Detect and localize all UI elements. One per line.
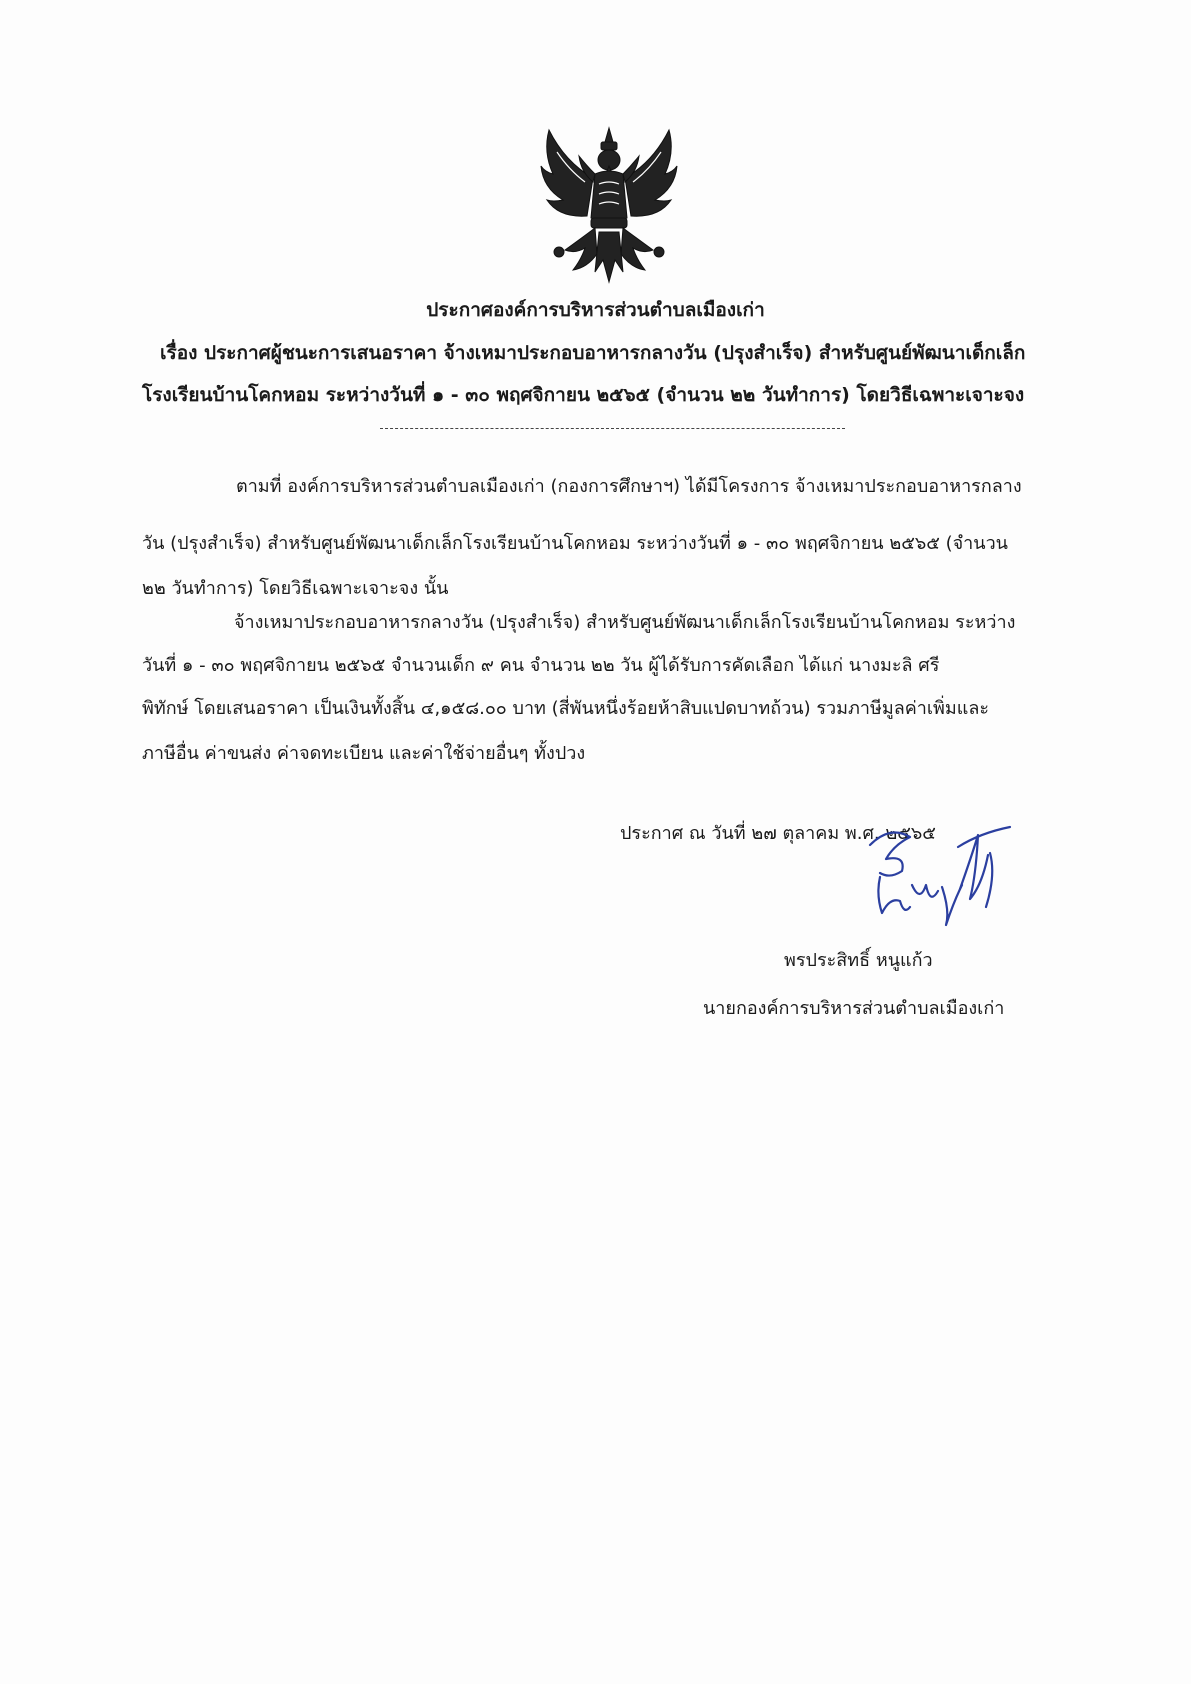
subject-line-1: เรื่อง ประกาศผู้ชนะการเสนอราคา จ้างเหมาประกอบอาหารกลางวัน (ปรุงสำเร็จ) สำหรับศูนย์พัฒนาเด็กเล็ก	[160, 342, 1026, 364]
announce-date: ประกาศ ณ วันที่ ๒๗ ตุลาคม พ.ศ. ๒๕๖๕	[620, 823, 936, 844]
garuda-emblem-icon	[535, 122, 683, 290]
handwritten-signature	[850, 815, 1020, 935]
paragraph-2-line-3: พิทักษ์ โดยเสนอราคา เป็นเงินทั้งสิ้น ๔,๑๕๘.๐๐ บาท (สี่พันหนึ่งร้อยห้าสิบแปดบาทถ้วน) รวมภาษีมูลค่าเพิ่มและ	[142, 698, 990, 719]
paragraph-2-line-1: จ้างเหมาประกอบอาหารกลางวัน (ปรุงสำเร็จ) สำหรับศูนย์พัฒนาเด็กเล็กโรงเรียนบ้านโคกหอม ระหว่าง	[234, 612, 1016, 633]
org-title: ประกาศองค์การบริหารส่วนตำบลเมืองเก่า	[426, 299, 765, 321]
paragraph-1-line-3: ๒๒ วันทำการ) โดยวิธีเฉพาะเจาะจง นั้น	[142, 578, 449, 599]
paragraph-2-line-2: วันที่ ๑ - ๓๐ พฤศจิกายน ๒๕๖๕ จำนวนเด็ก ๙ คน จำนวน ๒๒ วัน ผู้ได้รับการคัดเลือก ได้แก่ นางมะลิ ศรี	[142, 655, 940, 676]
paragraph-2-line-4: ภาษีอื่น ค่าขนส่ง ค่าจดทะเบียน และค่าใช้จ่ายอื่นๆ ทั้งปวง	[142, 743, 586, 764]
paragraph-1-line-2: วัน (ปรุงสำเร็จ) สำหรับศูนย์พัฒนาเด็กเล็กโรงเรียนบ้านโคกหอม ระหว่างวันที่ ๑ - ๓๐ พฤศจิกายน ๒๕๖๕ (จำนวน	[142, 533, 1008, 554]
subject-line-2: โรงเรียนบ้านโคกหอม ระหว่างวันที่ ๑ - ๓๐ พฤศจิกายน ๒๕๖๕ (จำนวน ๒๒ วันทำการ) โดยวิธีเฉพาะเจาะจง	[142, 384, 1025, 406]
signer-name: พรประสิทธิ์ หนูแก้ว	[784, 950, 933, 971]
separator-line	[380, 428, 845, 429]
paragraph-1-line-1: ตามที่ องค์การบริหารส่วนตำบลเมืองเก่า (กองการศึกษาฯ) ได้มีโครงการ จ้างเหมาประกอบอาหารกลาง	[236, 476, 1022, 497]
signer-title: นายกองค์การบริหารส่วนตำบลเมืองเก่า	[703, 998, 1005, 1019]
